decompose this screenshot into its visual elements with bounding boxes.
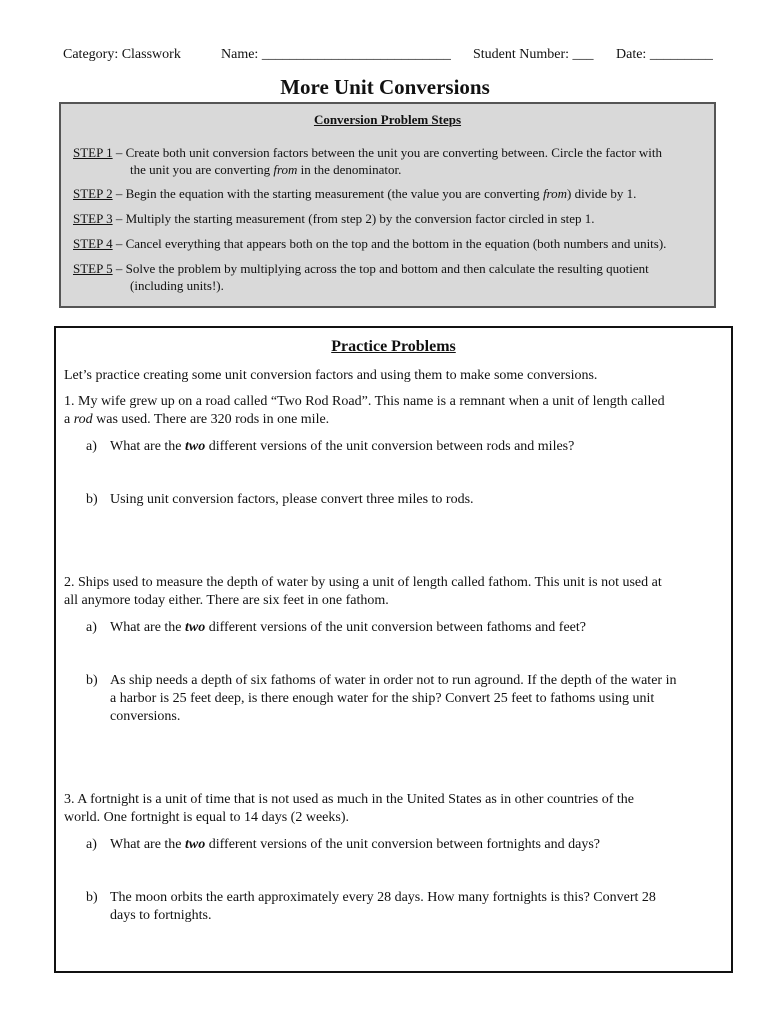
step-3-label: STEP 3	[73, 211, 113, 226]
step-1	[73, 144, 713, 178]
step-2-text-end: ) divide by 1.	[567, 186, 637, 201]
step-4	[73, 235, 713, 252]
step-1-text: – Create both unit conversion factors between the unit you are converting between. Circle the factor with	[112, 145, 663, 160]
problem-2-line1: 2. Ships used to measure the depth of water by using a unit of length called fathom. This unit is not used at	[64, 575, 662, 590]
step-1-from: from	[273, 162, 298, 177]
step-1-label: STEP 1	[73, 145, 113, 160]
step-5-text-cont: (including units!).	[130, 278, 224, 293]
step-2	[73, 185, 713, 202]
date-field[interactable]: Date: _________	[616, 47, 713, 62]
step-5	[73, 260, 713, 294]
step-5-text: – Solve the problem by multiplying across the top and bottom and then calculate the resulting quotient	[112, 261, 649, 276]
problem-2b-tag: b)	[86, 673, 98, 688]
problem-1a-two: two	[185, 439, 206, 454]
step-4-text: – Cancel everything that appears both on the top and the bottom in the equation (both numbers and units).	[112, 236, 667, 251]
problem-3b	[86, 889, 726, 925]
problem-2-line2: all anymore today either. There are six feet in one fathom.	[64, 593, 389, 608]
problem-2a-two: two	[185, 620, 206, 635]
problem-2a-post: different versions of the unit conversion between fathoms and feet?	[205, 620, 586, 635]
problem-1a	[86, 438, 726, 456]
category-label: Category: Classwork	[63, 47, 181, 62]
problem-1a-post: different versions of the unit conversion between rods and miles?	[205, 439, 575, 454]
problem-3-line1: 3. A fortnight is a unit of time that is not used as much in the United States as in other countries of the	[64, 792, 635, 807]
problem-2a	[86, 619, 726, 637]
problem-1b-tag: b)	[86, 492, 98, 507]
problem-1-rod: rod	[73, 412, 93, 427]
problem-3b-tag: b)	[86, 890, 98, 905]
problem-2a-pre: What are the	[110, 620, 186, 635]
step-5-label: STEP 5	[73, 261, 113, 276]
practice-heading: Practice Problems	[331, 338, 456, 355]
page-title: More Unit Conversions	[280, 75, 490, 99]
step-2-from: from	[542, 186, 568, 201]
problem-1-line2-start: a	[64, 412, 74, 427]
problem-1a-pre: What are the	[110, 439, 186, 454]
step-3	[73, 210, 713, 227]
problem-1b-text: Using unit conversion factors, please convert three miles to rods.	[110, 492, 474, 507]
problem-2b-line3: conversions.	[110, 709, 181, 724]
problem-3a-two: two	[185, 837, 206, 852]
problem-2b-line2: a harbor is 25 feet deep, is there enough water for the ship? Convert 25 feet to fathoms using unit	[110, 691, 655, 706]
problem-3a	[86, 836, 726, 854]
problem-2	[64, 574, 729, 610]
problem-1	[64, 393, 729, 429]
student-number-field[interactable]: Student Number: ___	[473, 47, 594, 62]
problem-3b-line1: The moon orbits the earth approximately every 28 days. How many fortnights is this? Convert 28	[110, 890, 656, 905]
conversion-steps-box	[59, 102, 716, 308]
steps-heading: Conversion Problem Steps	[313, 112, 462, 127]
problem-3a-post: different versions of the unit conversion between fortnights and days?	[205, 837, 600, 852]
step-1-text-end: in the denominator.	[297, 162, 402, 177]
step-4-label: STEP 4	[73, 236, 113, 251]
practice-intro: Let’s practice creating some unit conversion factors and using them to make some conversions.	[64, 368, 598, 383]
problem-2b	[86, 672, 726, 726]
step-3-text: – Multiply the starting measurement (from step 2) by the conversion factor circled in step 1.	[112, 211, 595, 226]
name-field[interactable]: Name: ___________________________	[221, 47, 451, 62]
problem-1a-tag: a)	[86, 439, 97, 454]
problem-2a-tag: a)	[86, 620, 97, 635]
problem-1b	[86, 491, 726, 509]
problem-1-line2-end: was used. There are 320 rods in one mile.	[92, 412, 330, 427]
step-1-text-cont: the unit you are converting	[130, 162, 274, 177]
step-2-text: – Begin the equation with the starting measurement (the value you are converting	[112, 186, 543, 201]
practice-problems-box	[54, 326, 733, 973]
problem-1-line1: 1. My wife grew up on a road called “Two Rod Road”. This name is a remnant when a unit of length called	[64, 394, 665, 409]
problem-3-line2: world. One fortnight is equal to 14 days (2 weeks).	[64, 810, 349, 825]
problem-3a-tag: a)	[86, 837, 97, 852]
step-2-label: STEP 2	[73, 186, 113, 201]
problem-3b-line2: days to fortnights.	[110, 908, 212, 923]
problem-3	[64, 791, 729, 827]
problem-3a-pre: What are the	[110, 837, 186, 852]
problem-2b-line1: As ship needs a depth of six fathoms of water in order not to run aground. If the depth of the water in	[110, 673, 677, 688]
